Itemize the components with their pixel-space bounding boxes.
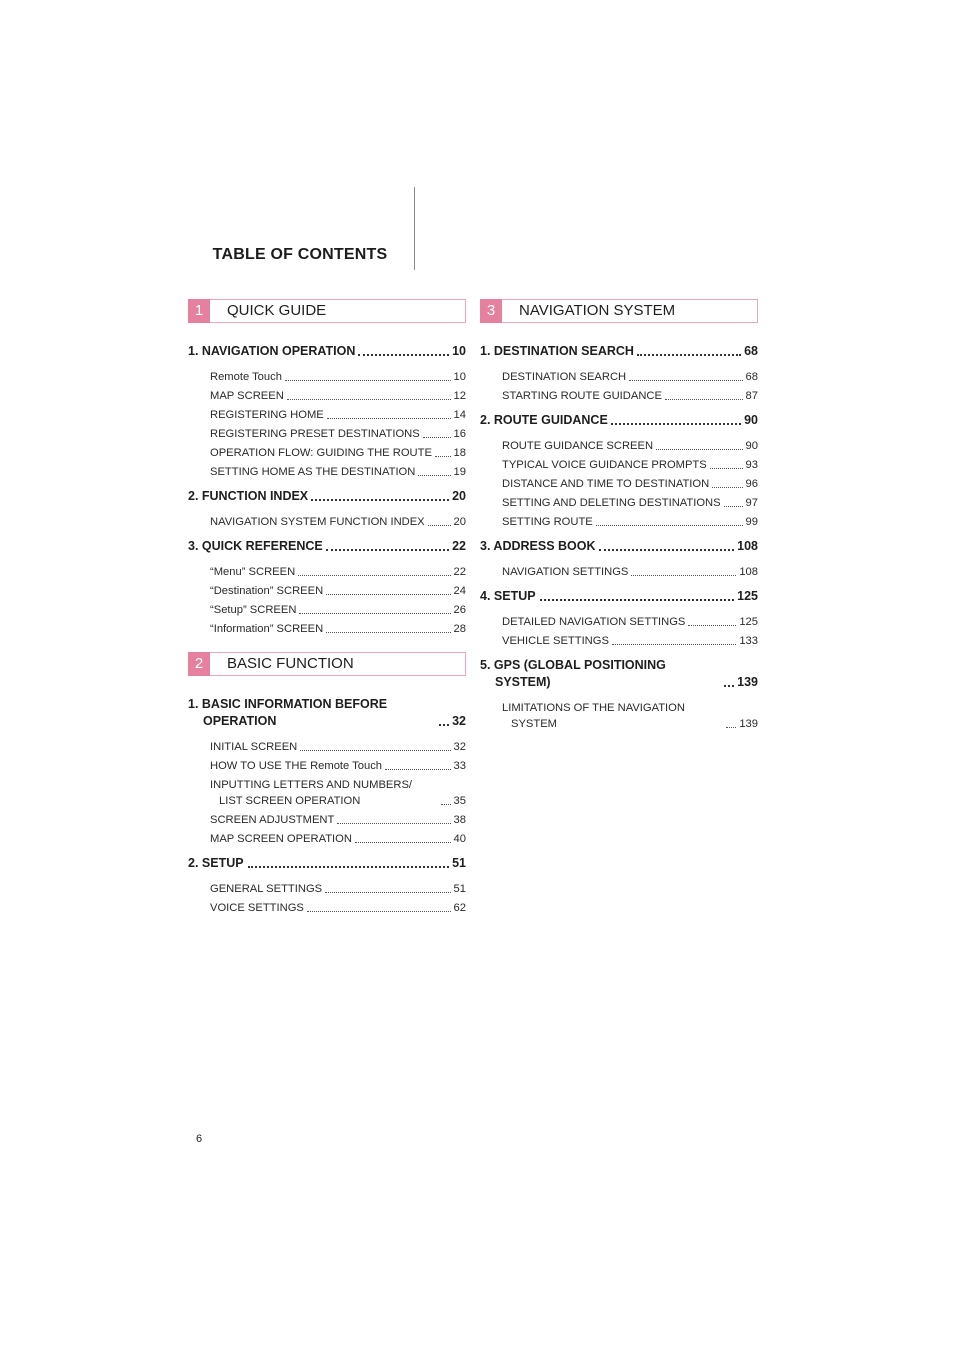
entry-list [188, 369, 466, 480]
dot-leader [596, 525, 743, 526]
chapter-title: 2. SETUP [188, 856, 244, 870]
dot-leader [307, 911, 451, 912]
entry-title: ROUTE GUIDANCE SCREEN [502, 440, 654, 452]
entry-title: SETTING AND DELETING DESTINATIONS [502, 497, 721, 509]
chapter-page-number: 139 [737, 675, 758, 689]
toc-entry-link[interactable] [502, 369, 758, 385]
entry-title: “Information” SCREEN [210, 623, 324, 635]
entry-page-number: 90 [745, 440, 758, 452]
entry-title: DESTINATION SEARCH [502, 371, 627, 383]
dot-leader [612, 644, 736, 645]
toc-entry-link[interactable] [502, 564, 758, 580]
section-spacer [188, 642, 466, 652]
chapter-title: 3. ADDRESS BOOK [480, 539, 596, 553]
chapter-page-number: 22 [452, 539, 466, 553]
entry-list [188, 514, 466, 530]
chapter-link[interactable] [480, 538, 758, 555]
entry-page-number: 38 [453, 814, 466, 826]
entry-page-number: 32 [453, 741, 466, 753]
toc-entry-link[interactable] [502, 614, 758, 630]
dot-leader [248, 866, 449, 868]
dot-leader [287, 399, 451, 400]
entry-page-number: 14 [453, 409, 466, 421]
chapter-title: 1. DESTINATION SEARCH [480, 344, 634, 358]
dot-leader [325, 892, 450, 893]
entry-page-number: 10 [453, 371, 466, 383]
entry-title: STARTING ROUTE GUIDANCE [502, 390, 662, 402]
section-number-badge: 3 [480, 299, 502, 323]
entry-title: INPUTTING LETTERS AND NUMBERS/ LIST SCREEN OPERATION [210, 779, 413, 807]
entry-title: Remote Touch [210, 371, 282, 383]
entry-page-number: 87 [745, 390, 758, 402]
entry-page-number: 33 [453, 760, 466, 772]
chapter-title: 2. FUNCTION INDEX [188, 489, 309, 503]
entry-title: LIMITATIONS OF THE NAVIGATION SYSTEM [502, 702, 685, 730]
chapter-page-number: 125 [737, 589, 758, 603]
toc-entry-link[interactable] [210, 900, 466, 916]
entry-title: MAP SCREEN OPERATION [210, 833, 352, 845]
chapter-link[interactable] [480, 657, 758, 691]
dot-leader [311, 499, 449, 501]
dot-leader [665, 399, 743, 400]
dot-leader [439, 724, 449, 726]
dot-leader [428, 525, 451, 526]
toc-entry-link[interactable] [210, 621, 466, 637]
toc-entry-link[interactable] [210, 831, 466, 847]
chapter-link[interactable] [480, 412, 758, 429]
entry-title: REGISTERING PRESET DESTINATIONS [210, 428, 420, 440]
entry-page-number: 28 [453, 623, 466, 635]
entry-page-number: 68 [745, 371, 758, 383]
dot-leader [298, 575, 450, 576]
entry-title: REGISTERING HOME [210, 409, 324, 421]
section-title: QUICK GUIDE [227, 302, 327, 319]
entry-title: “Setup” SCREEN [210, 604, 297, 616]
entry-page-number: 133 [739, 635, 758, 647]
entry-title: GENERAL SETTINGS [210, 883, 323, 895]
entry-page-number: 40 [453, 833, 466, 845]
dot-leader [441, 804, 451, 805]
entry-title: SETTING HOME AS THE DESTINATION [210, 466, 416, 478]
entry-page-number: 20 [453, 516, 466, 528]
chapter-page-number: 32 [452, 714, 466, 728]
toc-entry-link[interactable] [210, 777, 466, 809]
toc-entry-link[interactable] [210, 881, 466, 897]
entry-title: DETAILED NAVIGATION SETTINGS [502, 616, 686, 628]
entry-page-number: 93 [745, 459, 758, 471]
entry-title: MAP SCREEN [210, 390, 284, 402]
entry-title: NAVIGATION SYSTEM FUNCTION INDEX [210, 516, 425, 528]
dot-leader [611, 423, 741, 425]
toc-entry-link[interactable] [210, 426, 466, 442]
entry-title: SETTING ROUTE [502, 516, 593, 528]
entry-title: DISTANCE AND TIME TO DESTINATION [502, 478, 710, 490]
entry-page-number: 99 [745, 516, 758, 528]
toc-entry-link[interactable] [210, 445, 466, 461]
toc-entry-link[interactable] [210, 388, 466, 404]
section-header [480, 299, 758, 323]
chapter-title: 2. ROUTE GUIDANCE [480, 413, 608, 427]
section-title: NAVIGATION SYSTEM [519, 302, 676, 319]
dot-leader [337, 823, 450, 824]
entry-title: TYPICAL VOICE GUIDANCE PROMPTS [502, 459, 707, 471]
entry-page-number: 51 [453, 883, 466, 895]
dot-leader [599, 549, 735, 551]
chapter-title: 1. NAVIGATION OPERATION [188, 344, 356, 358]
dot-leader [656, 449, 742, 450]
entry-page-number: 96 [745, 478, 758, 490]
chapter-link[interactable] [188, 538, 466, 555]
dot-leader [540, 599, 734, 601]
entry-page-number: 22 [453, 566, 466, 578]
dot-leader [631, 575, 736, 576]
dot-leader [327, 418, 451, 419]
entry-title: OPERATION FLOW: GUIDING THE ROUTE [210, 447, 432, 459]
entry-list [188, 739, 466, 847]
chapter-title: 4. SETUP [480, 589, 536, 603]
dot-leader [299, 613, 450, 614]
dot-leader [724, 506, 743, 507]
toc-right-column [480, 299, 758, 737]
dot-leader [724, 685, 734, 687]
entry-list [480, 614, 758, 649]
chapter-title: 1. BASIC INFORMATION BEFORE OPERATION [188, 697, 388, 728]
chapter-link[interactable] [188, 343, 466, 360]
entry-page-number: 19 [453, 466, 466, 478]
entry-page-number: 26 [453, 604, 466, 616]
page-number: 6 [196, 1133, 203, 1145]
toc-entry-link[interactable] [210, 464, 466, 480]
toc-left-column [188, 299, 466, 921]
entry-list [188, 881, 466, 916]
toc-entry-link[interactable] [502, 388, 758, 404]
toc-entry-link[interactable] [210, 564, 466, 580]
chapter-link[interactable] [188, 488, 466, 505]
dot-leader [300, 750, 450, 751]
chapter-link[interactable] [480, 343, 758, 360]
entry-title: SCREEN ADJUSTMENT [210, 814, 335, 826]
entry-page-number: 16 [453, 428, 466, 440]
chapter-link[interactable] [188, 696, 466, 730]
dot-leader [423, 437, 451, 438]
chapter-title: 5. GPS (GLOBAL POSITIONING SYSTEM) [480, 658, 666, 689]
dot-leader [326, 594, 450, 595]
section-number-badge: 1 [188, 299, 210, 323]
entry-page-number: 97 [745, 497, 758, 509]
toc-entry-link[interactable] [502, 457, 758, 473]
entry-title: VEHICLE SETTINGS [502, 635, 609, 647]
toc-entry-link[interactable] [502, 514, 758, 530]
dot-leader [435, 456, 451, 457]
chapter-page-number: 68 [744, 344, 758, 358]
chapter-title: 3. QUICK REFERENCE [188, 539, 323, 553]
dot-leader [629, 380, 742, 381]
page-title: TABLE OF CONTENTS [212, 246, 388, 263]
toc-entry-link[interactable] [210, 514, 466, 530]
entry-list [480, 438, 758, 530]
toc-entry-link[interactable] [502, 700, 758, 732]
toc-entry-link[interactable] [210, 758, 466, 774]
chapter-link[interactable] [188, 855, 466, 872]
entry-page-number: 12 [453, 390, 466, 402]
section-title: BASIC FUNCTION [227, 655, 354, 672]
entry-page-number: 24 [453, 585, 466, 597]
toc-entry-link[interactable] [210, 812, 466, 828]
dot-leader [712, 487, 742, 488]
toc-entry-link[interactable] [210, 407, 466, 423]
dot-leader [688, 625, 736, 626]
dot-leader [326, 549, 449, 551]
dot-leader [358, 354, 449, 356]
entry-page-number: 108 [739, 566, 758, 578]
chapter-page-number: 51 [452, 856, 466, 870]
dot-leader [355, 842, 451, 843]
section-header [188, 652, 466, 676]
toc-entry-link[interactable] [502, 495, 758, 511]
entry-page-number: 18 [453, 447, 466, 459]
chapter-page-number: 90 [744, 413, 758, 427]
dot-leader [726, 727, 736, 728]
toc-entry-link[interactable] [210, 739, 466, 755]
entry-title: INITIAL SCREEN [210, 741, 298, 753]
chapter-page-number: 20 [452, 489, 466, 503]
toc-entry-link[interactable] [502, 438, 758, 454]
entry-list [188, 564, 466, 637]
toc-entry-link[interactable] [210, 583, 466, 599]
section-number-badge: 2 [188, 652, 210, 676]
dot-leader [285, 380, 451, 381]
section-header [188, 299, 466, 323]
entry-page-number: 35 [453, 795, 466, 807]
toc-entry-link[interactable] [210, 602, 466, 618]
dot-leader [637, 354, 741, 356]
toc-entry-link[interactable] [210, 369, 466, 385]
entry-title: “Destination” SCREEN [210, 585, 324, 597]
entry-title: VOICE SETTINGS [210, 902, 304, 914]
chapter-page-number: 10 [452, 344, 466, 358]
entry-page-number: 62 [453, 902, 466, 914]
entry-list [480, 700, 758, 732]
entry-title: “Menu” SCREEN [210, 566, 296, 578]
entry-title: NAVIGATION SETTINGS [502, 566, 629, 578]
dot-leader [385, 769, 451, 770]
toc-entry-link[interactable] [502, 633, 758, 649]
entry-list [480, 369, 758, 404]
dot-leader [710, 468, 743, 469]
entry-title: HOW TO USE THE Remote Touch [210, 760, 383, 772]
dot-leader [418, 475, 450, 476]
header-divider [414, 187, 415, 270]
entry-list [480, 564, 758, 580]
toc-entry-link[interactable] [502, 476, 758, 492]
dot-leader [326, 632, 450, 633]
entry-page-number: 125 [739, 616, 758, 628]
chapter-link[interactable] [480, 588, 758, 605]
chapter-page-number: 108 [737, 539, 758, 553]
entry-page-number: 139 [739, 718, 758, 730]
